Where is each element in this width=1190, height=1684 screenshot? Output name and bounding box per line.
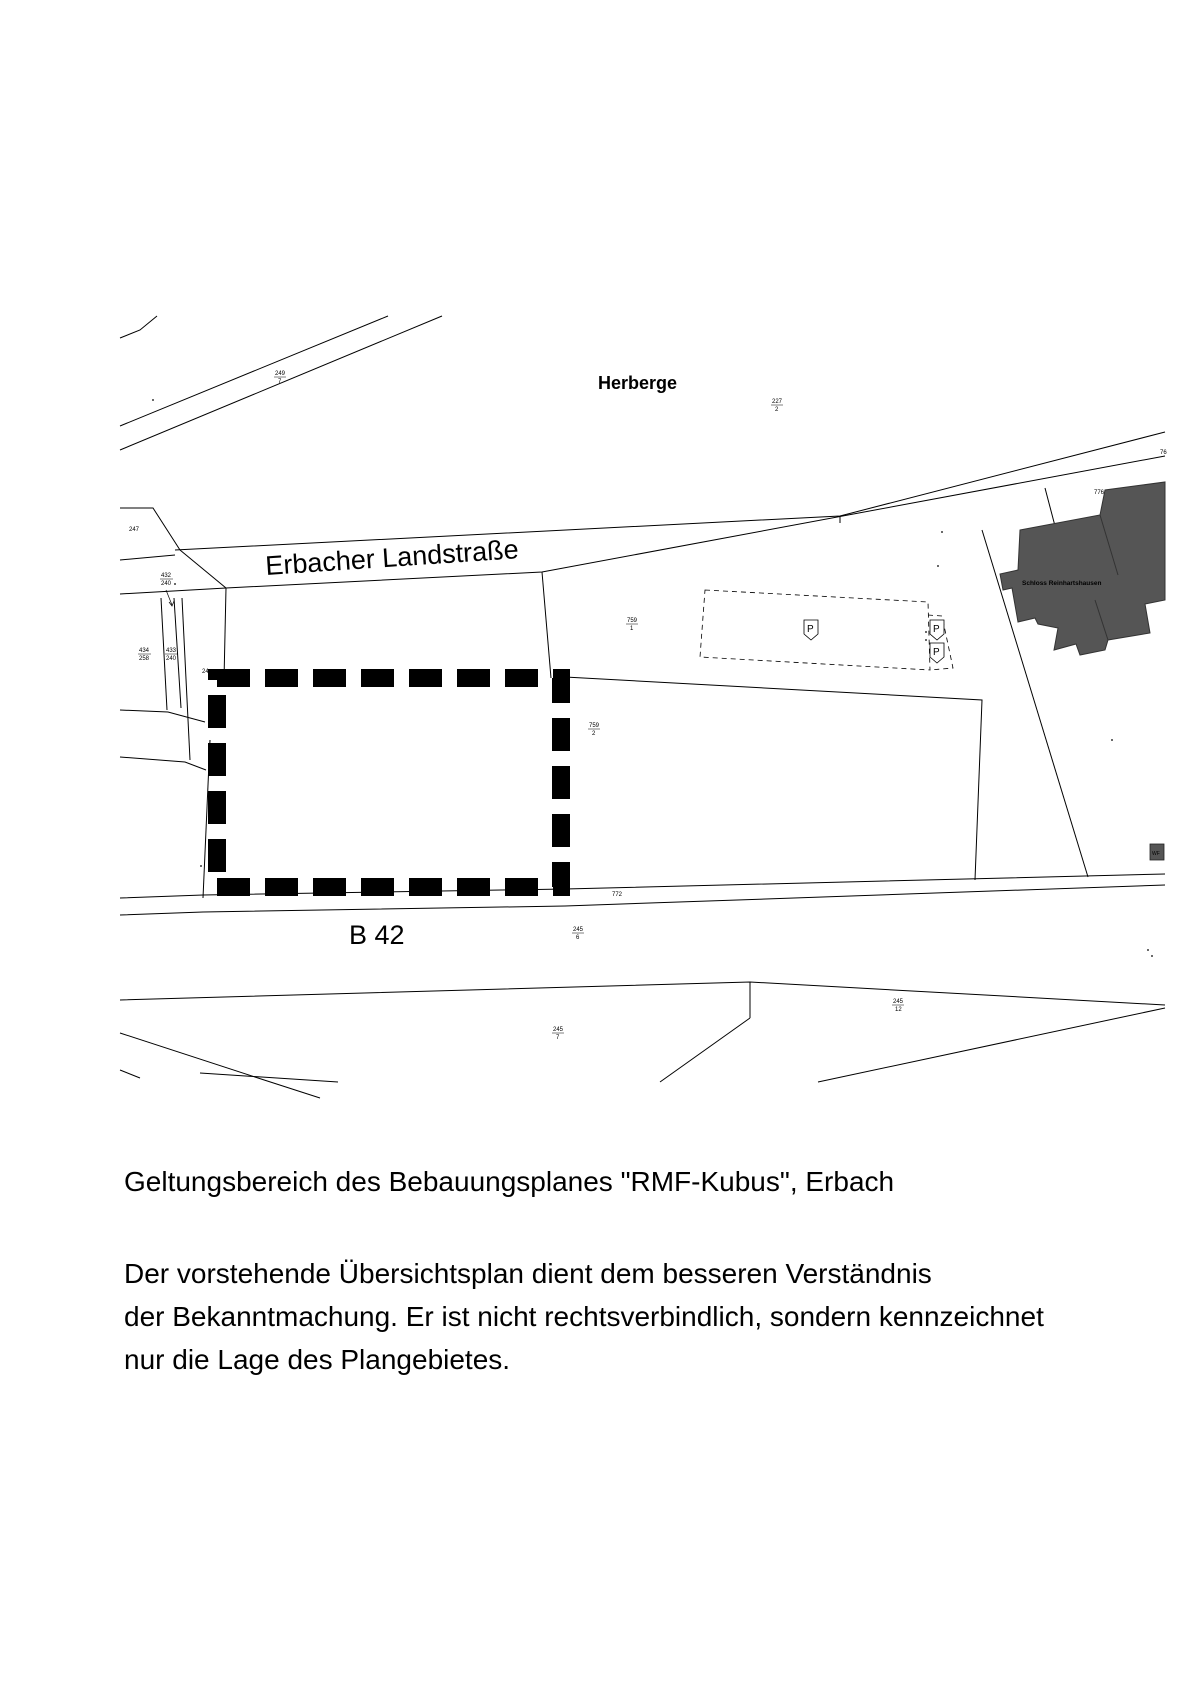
number-76: 76	[1160, 450, 1167, 456]
parcel-759-1	[626, 618, 638, 632]
notice-line-3: nur die Lage des Plangebietes.	[124, 1344, 511, 1375]
herberge-label: Herberge	[598, 373, 678, 393]
caption: Geltungsbereich des Bebauungsplanes "RMF-Kubus", Erbach	[124, 1166, 895, 1197]
svg-text:2: 2	[592, 731, 596, 737]
parcel-432	[160, 573, 173, 587]
notice-text	[124, 1252, 1044, 1381]
b42-label: B 42	[349, 920, 405, 950]
svg-text:240: 240	[166, 656, 177, 662]
arrow-marker	[166, 590, 172, 605]
svg-text:759: 759	[627, 618, 638, 624]
parcel-433	[165, 648, 178, 662]
parcel-245-6	[572, 927, 584, 941]
svg-text:245: 245	[553, 1027, 564, 1033]
parcel-249	[274, 371, 286, 385]
svg-text:P: P	[933, 647, 940, 658]
parking-area	[700, 590, 953, 670]
number-772: 772	[612, 892, 623, 898]
svg-text:227: 227	[772, 399, 783, 405]
svg-text:P: P	[933, 624, 940, 635]
parcel-434	[138, 648, 151, 662]
parcel-lines-bottom	[120, 982, 1165, 1098]
svg-text:249: 249	[275, 371, 286, 377]
parking-sign-upper	[930, 620, 944, 640]
svg-text:240: 240	[161, 581, 172, 587]
svg-text:258: 258	[139, 656, 150, 662]
svg-text:1: 1	[630, 626, 634, 632]
survey-points	[152, 399, 1153, 957]
plan-boundary	[217, 678, 561, 887]
svg-text:434: 434	[139, 648, 150, 654]
svg-text:433: 433	[166, 648, 177, 654]
svg-text:6: 6	[576, 935, 580, 941]
svg-text:2: 2	[775, 407, 779, 413]
svg-text:245: 245	[573, 927, 584, 933]
parcel-759-2	[588, 723, 600, 737]
schloss-building	[1000, 482, 1165, 655]
number-247: 247	[129, 527, 140, 533]
notice-line-2: der Bekanntmachung. Er ist nicht rechtsverbindlich, sondern kennzeichnet	[124, 1301, 1044, 1332]
svg-text:P: P	[807, 624, 814, 635]
parking-sign-lower	[930, 643, 944, 663]
svg-text:WF: WF	[1152, 851, 1160, 857]
svg-text:12: 12	[895, 1007, 902, 1013]
number-24: 24	[202, 669, 209, 675]
parcel-245-12	[892, 999, 904, 1013]
parcel-245-7	[552, 1027, 564, 1041]
svg-text:7: 7	[278, 379, 282, 385]
notice-line-1: Der vorstehende Übersichtsplan dient dem besseren Verständnis	[124, 1258, 932, 1289]
small-building	[1150, 844, 1164, 860]
parcel-227	[771, 399, 783, 413]
schloss-label: Schloss Reinhartshausen	[1022, 580, 1102, 587]
svg-text:432: 432	[161, 573, 172, 579]
parcel-759-lines	[542, 488, 1088, 880]
svg-text:759: 759	[589, 723, 600, 729]
street-label: Erbacher Landstraße	[264, 534, 520, 581]
svg-text:7: 7	[556, 1035, 560, 1041]
number-776: 776	[1094, 490, 1105, 496]
parking-sign-main	[804, 620, 818, 640]
svg-text:245: 245	[893, 999, 904, 1005]
